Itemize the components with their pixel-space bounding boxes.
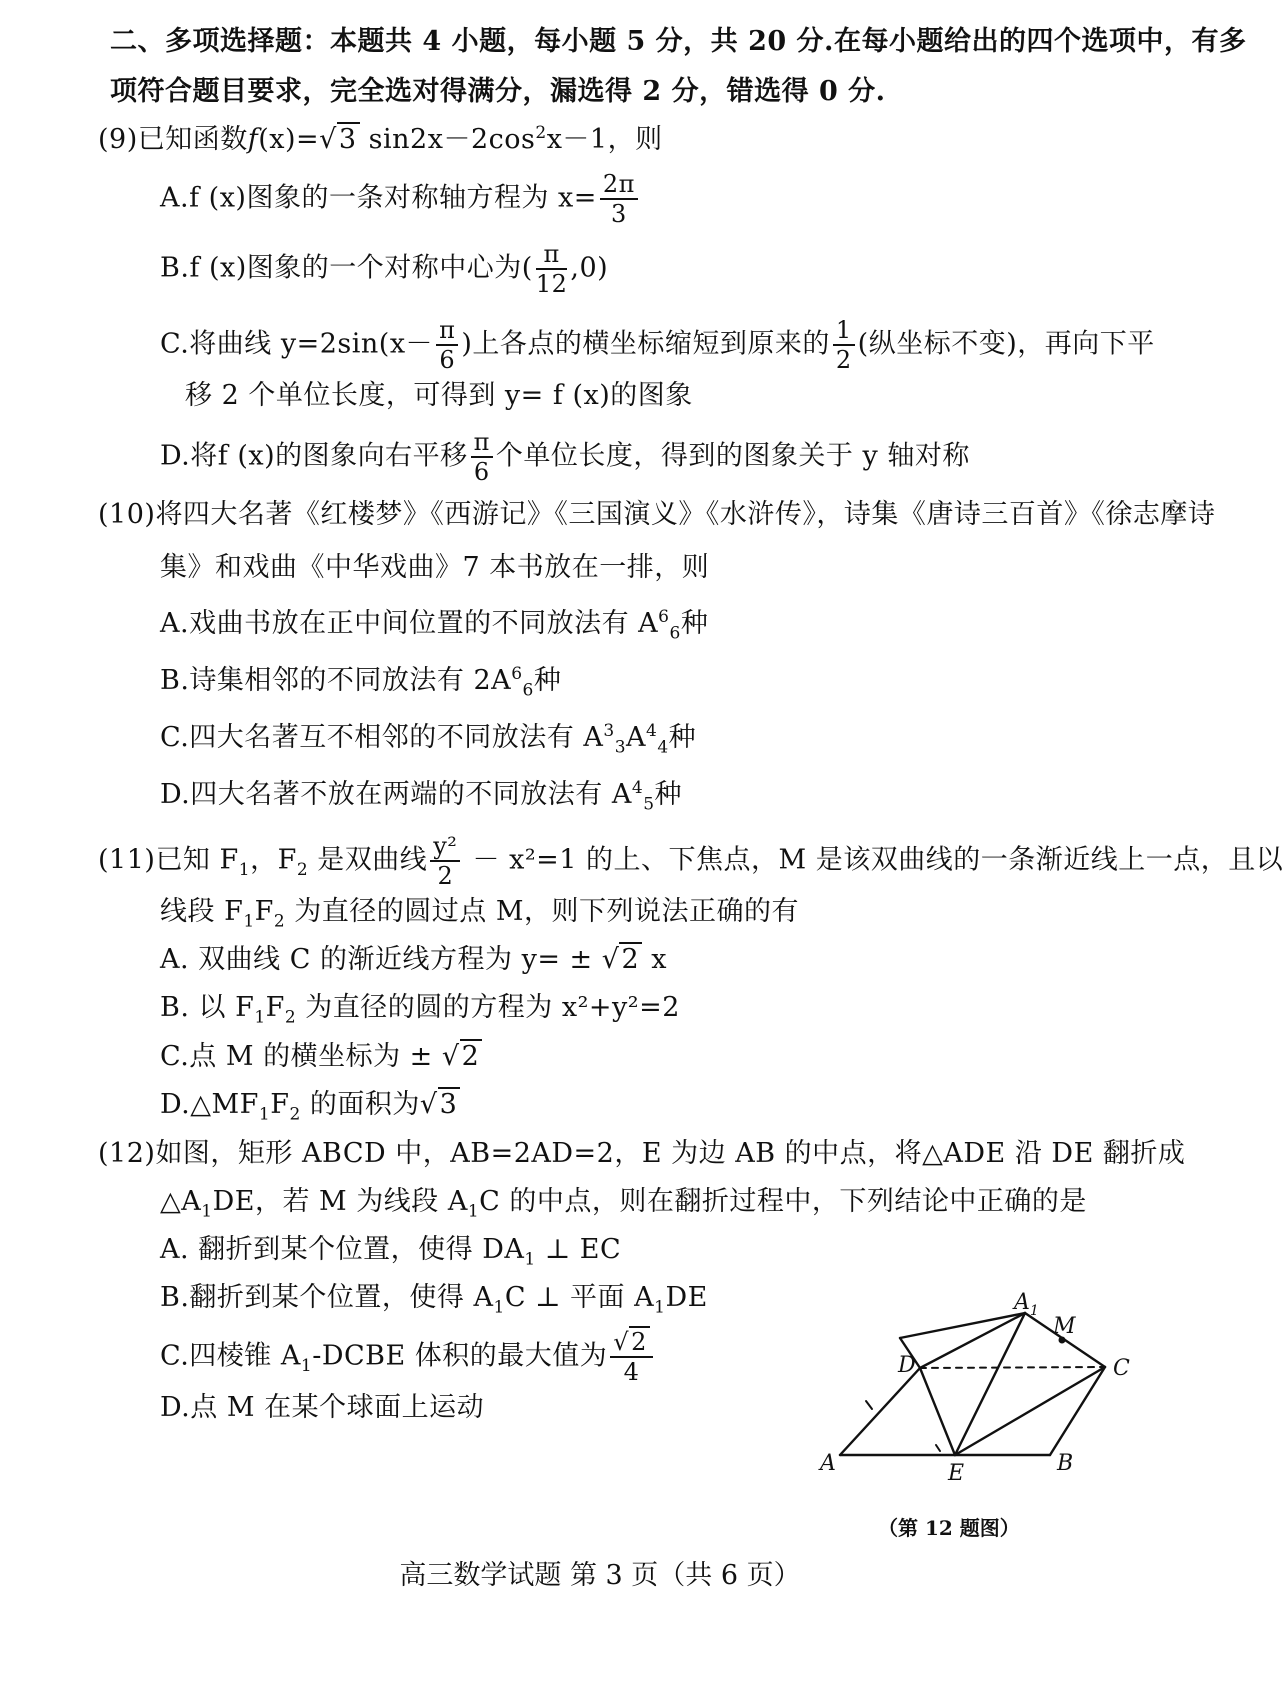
question-9-option-c: C.将曲线 y=2sin(x－ $\frac{\pi}{6}$ )上各点的横坐标缩短到原来的 $\frac{1}{2}$ (纵坐标不变)，再向下平 (160, 316, 1155, 374)
label-E: E (948, 1461, 965, 1486)
label-A1: $A_1$ (1014, 1290, 1039, 1319)
question-12-option-c: C.四棱锥 $A_1$-DCBE 体积的最大值为 $\frac{√2}{4}$ (160, 1330, 656, 1384)
fraction: $\frac{1}{2}$ (833, 318, 855, 372)
question-12-option-d: D.点 M 在某个球面上运动 (160, 1392, 485, 1423)
question-11-option-a: A. 双曲线 C 的渐近线方程为 y= ± √2 x (160, 940, 667, 980)
sqrt-3: √3 (420, 1085, 460, 1125)
edge-BC (1050, 1367, 1105, 1455)
sqrt-3: √3 (319, 120, 359, 160)
question-10-option-c: C.四大名著互不相邻的不同放法有 $A^3_3A^4_4$种 (160, 721, 697, 758)
sqrt-2: √2 (613, 1330, 650, 1354)
figure-caption: （第 12 题图） (878, 1516, 1020, 1540)
page-footer: 高三数学试题 第 3 页（共 6 页） (399, 1560, 801, 1591)
question-12-stem: (12)如图，矩形 ABCD 中，AB=2AD=2，E 为边 AB 的中点，将△ADE 沿 DE 翻折成 (98, 1138, 1186, 1169)
question-10-stem: (10)将四大名著《红楼梦》《西游记》《三国演义》《水浒传》，诗集《唐诗三百首》《徐志摩诗 (98, 499, 1216, 530)
question-10-stem-cont: 集》和戏曲《中华戏曲》7 本书放在一排，则 (160, 552, 710, 583)
fraction: $\frac{\pi}{6}$ (471, 430, 493, 484)
label-C: C (1113, 1356, 1130, 1381)
fraction: $\frac{\pi}{6}$ (436, 318, 458, 372)
fraction: $\frac{√2}{4}$ (610, 1330, 653, 1384)
question-12-stem-cont: $\triangle A_1DE$，若 M 为线段 $A_1C$ 的中点，则在翻折过程中，下列结论中正确的是 (160, 1186, 1087, 1222)
question-9-option-b: B.f (x)图象的一个对称中心为( $\frac{\pi}{12}$ ,0) (160, 240, 609, 298)
question-11-option-d: $D.\triangle MF_1F_2$ 的面积为√3 (160, 1085, 460, 1125)
tick-mark (936, 1445, 940, 1451)
question-10-option-a: A.戏曲书放在正中间位置的不同放法有 $A^6_6$种 (160, 607, 709, 644)
tick-mark (866, 1401, 872, 1409)
fraction: $\frac{\text{y²}}{2}$ (430, 834, 460, 888)
fraction: $\frac{\pi}{12}$ (535, 240, 568, 298)
question-10-option-d: D.四大名著不放在两端的不同放法有 $A^4_5$种 (160, 778, 683, 815)
edge-A1-top-left (900, 1313, 1025, 1338)
question-10-option-b: B.诗集相邻的不同放法有 $2A^6_6$种 (160, 664, 562, 701)
edge-A1D-back (920, 1313, 1025, 1368)
question-9-option-c-cont: 移 2 个单位长度，可得到 y= f (x)的图象 (185, 380, 693, 411)
section-intro-line-2: 项符合题目要求，完全选对得满分，漏选得 2 分，错选得 0 分. (110, 76, 886, 107)
label-A: A (820, 1451, 836, 1476)
question-9-option-a: A.f (x)图象的一条对称轴方程为 x= $\frac{2\pi}{3}$ (160, 172, 641, 226)
question-11-stem-cont: 线段 $F_1F_2$ 为直径的圆过点 M，则下列说法正确的有 (160, 896, 800, 932)
label-M: M (1053, 1314, 1076, 1339)
edge-AD (840, 1368, 920, 1455)
label-D: D (898, 1353, 916, 1378)
question-11-option-c: C.点 M 的横坐标为 ± √2 (160, 1037, 482, 1077)
question-12-option-b: B.翻折到某个位置，使得 $A_1C$ ⊥ 平面 $A_1DE$ (160, 1282, 708, 1318)
sqrt-2: √2 (442, 1037, 482, 1077)
label-B: B (1057, 1451, 1074, 1476)
question-12-option-a: A. 翻折到某个位置，使得 $DA_1$ ⊥ EC (160, 1234, 622, 1270)
section-intro-line-1: 二、多项选择题：本题共 4 小题，每小题 5 分，共 20 分.在每小题给出的四个选项中，有多 (110, 26, 1247, 57)
question-12-figure (800, 1290, 1140, 1515)
edge-DC-hidden (920, 1367, 1105, 1368)
sqrt-2: √2 (602, 940, 642, 980)
edge-DE (920, 1368, 955, 1455)
question-11-option-b: B. 以 $F_1F_2$ 为直径的圆的方程为 x²+y²=2 (160, 992, 680, 1028)
question-9-option-d: D.将f (x)的图象向右平移 $\frac{\pi}{6}$ 个单位长度，得到的图象关于 y 轴对称 (160, 428, 970, 486)
fraction: $\frac{2\pi}{3}$ (600, 172, 638, 226)
question-9-stem: (9)已知函数f(x)=√3 $\sin 2x-2\cos^2x-1$，则 (98, 120, 663, 160)
question-11-stem: (11)已知 $F_1$，$F_2$ 是双曲线 $\frac{\text{y²}}{2}$ － x²=1 的上、下焦点，M 是该双曲线的一条渐近线上一点，且以 (98, 832, 1283, 890)
